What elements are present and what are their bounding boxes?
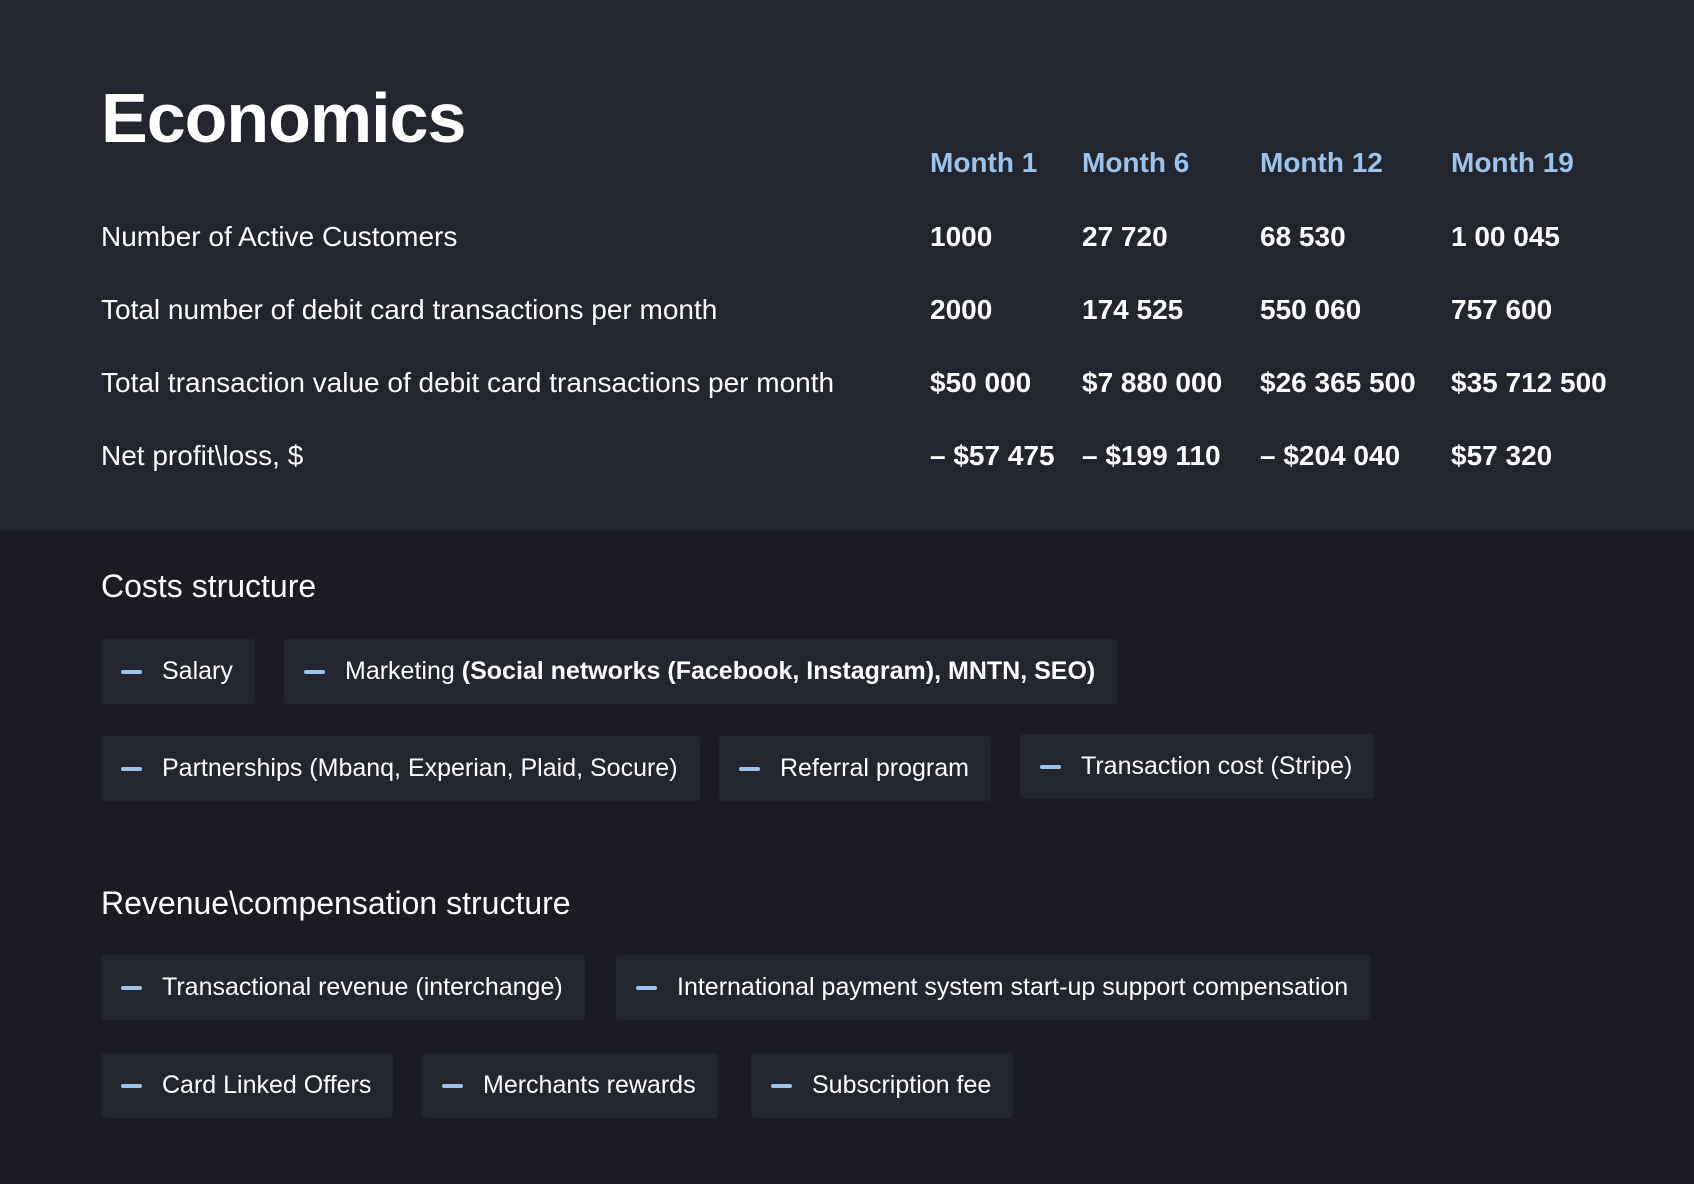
chip-label: Marketing [345,657,455,685]
cost-item-marketing [284,639,1117,704]
table-cell: – $204 040 [1260,440,1401,471]
revenue-item-transactional [101,955,585,1020]
table-cell: 27 720 [1082,221,1168,252]
chip-label: Partnerships (Mbanq, Experian, Plaid, Socure) [162,754,678,782]
table-cell: 68 530 [1260,221,1346,252]
dash-icon [636,986,657,990]
dash-icon [771,1084,792,1088]
table-cell: 757 600 [1451,294,1553,325]
chip-label: Merchants rewards [483,1071,696,1099]
chip-label: Transaction cost (Stripe) [1081,752,1353,780]
column-header-month-19: Month 19 [1451,147,1574,178]
table-cell: $26 365 500 [1260,367,1416,398]
dash-icon [121,670,142,674]
row-label-net-profit: Net profit\loss, $ [101,440,304,471]
cost-item-transaction-cost [1020,734,1374,799]
cost-item-referral-program [719,736,991,801]
table-cell: – $199 110 [1082,440,1221,471]
cost-item-salary [101,639,255,704]
row-label-active-customers: Number of Active Customers [101,221,458,252]
page-title: Economics [101,79,466,157]
table-cell: 550 060 [1260,294,1362,325]
chip-label: Card Linked Offers [162,1071,372,1099]
dash-icon [1040,765,1061,769]
row-label-transactions-count: Total number of debit card transactions per month [101,294,718,325]
chip-label: Referral program [780,754,969,782]
table-cell: 174 525 [1082,294,1184,325]
chip-label: Salary [162,657,233,685]
revenue-item-international-payment [616,955,1370,1020]
chip-detail: (Social networks (Facebook, Instagram), MNTN, SEO) [461,657,1096,685]
table-cell: $50 000 [930,367,1032,398]
table-cell: $7 880 000 [1082,367,1223,398]
table-cell: $35 712 500 [1451,367,1607,398]
table-cell: – $57 475 [930,440,1055,471]
costs-structure-title: Costs structure [101,568,317,604]
column-header-month-6: Month 6 [1082,147,1190,178]
revenue-item-card-linked-offers [101,1053,393,1118]
chip-label: Subscription fee [812,1071,992,1099]
dash-icon [442,1084,463,1088]
dash-icon [121,767,142,771]
revenue-structure-title: Revenue\compensation structure [101,885,571,921]
row-label-transaction-value: Total transaction value of debit card transactions per month [101,367,835,398]
dash-icon [121,1084,142,1088]
column-header-month-12: Month 12 [1260,147,1383,178]
revenue-item-merchants-rewards [422,1053,718,1118]
dash-icon [304,670,325,674]
cost-item-partnerships [101,736,700,801]
table-cell: 2000 [930,294,993,325]
chip-label: Transactional revenue (interchange) [162,973,563,1001]
column-header-month-1: Month 1 [930,147,1038,178]
revenue-item-subscription-fee [751,1053,1013,1118]
table-cell: 1000 [930,221,993,252]
dash-icon [121,986,142,990]
table-cell: $57 320 [1451,440,1553,471]
dash-icon [739,767,760,771]
table-cell: 1 00 045 [1451,221,1560,252]
chip-label: International payment system start-up support compensation [677,973,1349,1001]
